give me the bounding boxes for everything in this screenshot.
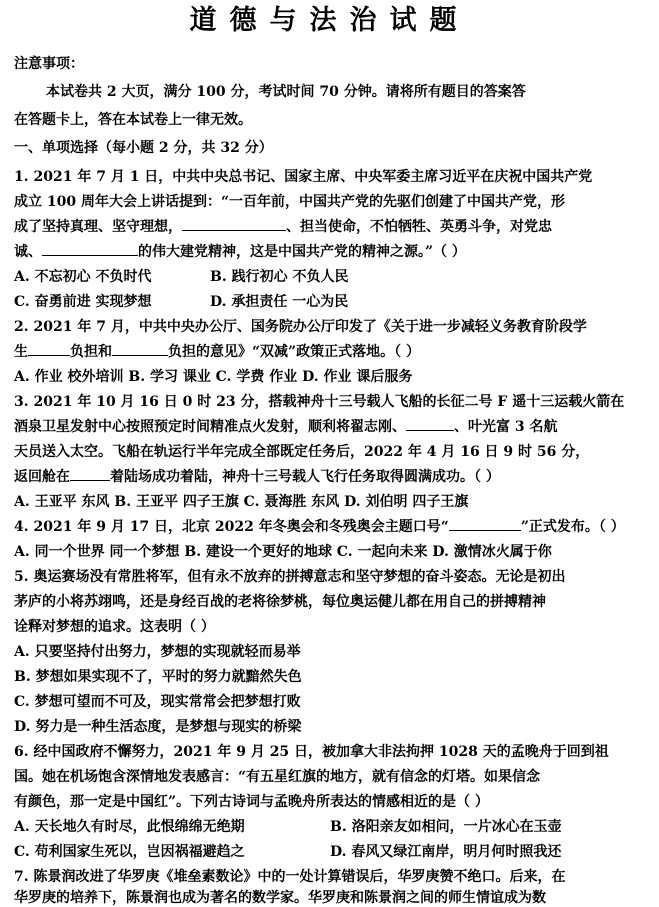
q3-options: A. 王亚平 东风 B. 王亚平 四子王旗 C. 聂海胜 东风 D. 刘伯明 四子王旗 bbox=[14, 494, 469, 510]
q3-line4-text-b: 着陆场成功着陆，神舟十三号载人飞行任务取得圆满成功。（ ） bbox=[110, 469, 500, 485]
answer-blank bbox=[28, 341, 70, 356]
q1-line3-text-a: 成了坚持真理、坚守理想， bbox=[14, 219, 182, 235]
q5-option-b: B. 梦想如果实现不了，平时的努力就黯然失色 bbox=[14, 669, 302, 685]
notice-text-line1: 本试卷共 2 大页，满分 100 分，考试时间 70 分钟。请将所有题目的答案答 bbox=[46, 84, 526, 100]
q1-line4-text-a: 诚、 bbox=[14, 244, 42, 260]
q2-line2 bbox=[14, 340, 648, 364]
q6-line3: 有颜色，那一定是中国红”。下列古诗词与孟晚舟所表达的情感相近的是（ ） bbox=[14, 794, 489, 810]
q7-line2: 华罗庚的培养下，陈景润也成为著名的数学家。华罗庚和陈景润之间的师生情谊成为数 bbox=[14, 890, 546, 906]
page-title: 道德与法治试题 bbox=[189, 5, 470, 36]
q3-line2 bbox=[14, 415, 648, 439]
q1-line3 bbox=[14, 215, 648, 239]
q3-line2-text-b: 、叶光富 3 名航 bbox=[454, 419, 558, 435]
q2-line2-text-a: 生 bbox=[14, 344, 28, 360]
q4-line1-text-a: 4. 2021 年 9 月 17 日，北京 2022 年冬奥会和冬残奥会主题口号“ bbox=[14, 519, 449, 535]
answer-blank bbox=[112, 341, 168, 356]
q1-option-d: D. 承担责任 一心为民 bbox=[210, 294, 349, 310]
q1-line3-text-b: 、担当使命，不怕牺牲、英勇斗争，对党忠 bbox=[286, 219, 552, 235]
q3-line3: 天员送入太空。飞船在轨运行半年完成全部既定任务后，2022 年 4 月 16 日 9 时 56 分， bbox=[14, 444, 590, 460]
q1-options-row1 bbox=[14, 265, 648, 289]
q5-line3: 诠释对梦想的追求。这表明（ ） bbox=[14, 619, 215, 635]
q2-line2-text-b: 负担和 bbox=[70, 344, 112, 360]
q2-line2-text-c: 负担的意见》“双减”政策正式落地。（ ） bbox=[168, 344, 420, 360]
q3-line4-text-a: 返回舱在 bbox=[14, 469, 70, 485]
q4-line1 bbox=[14, 515, 648, 539]
q1-option-a: A. 不忘初心 不负时代 bbox=[14, 269, 152, 285]
q6-option-c: C. 苟利国家生死以，岂因祸福避趋之 bbox=[14, 844, 245, 860]
q5-option-c: C. 梦想可望而不可及，现实常常会把梦想打败 bbox=[14, 694, 301, 710]
q1-option-c: C. 奋勇前进 实现梦想 bbox=[14, 294, 152, 310]
q1-line1: 1. 2021 年 7 月 1 日，中共中央总书记、国家主席、中央军委主席习近平在庆祝中国共产党 bbox=[14, 169, 593, 185]
q3-line1: 3. 2021 年 10 月 16 日 0 时 23 分，搭载神舟十三号载人飞船的长征二号 F 遥十三运载火箭在 bbox=[14, 394, 625, 410]
q2-options: A. 作业 校外培训 B. 学习 课业 C. 学费 作业 D. 作业 课后服务 bbox=[14, 369, 413, 385]
section-heading: 一、单项选择（每小题 2 分，共 32 分） bbox=[14, 140, 273, 156]
q1-line4 bbox=[14, 240, 648, 264]
q4-line1-text-b: ”正式发布。（ ） bbox=[520, 519, 625, 535]
q1-options-row2 bbox=[14, 290, 648, 314]
answer-blank bbox=[182, 216, 286, 231]
q1-line4-text-b: 的伟大建党精神，这是中国共产党的精神之源。”（ ） bbox=[138, 244, 466, 260]
q3-line4 bbox=[14, 465, 648, 489]
q1-line2: 成立 100 周年大会上讲话提到：“一百年前，中国共产党的先驱们创建了中国共产党，形 bbox=[14, 194, 566, 210]
q1-option-b: B. 践行初心 不负人民 bbox=[210, 269, 349, 285]
notice-heading: 注意事项： bbox=[14, 56, 84, 72]
q6-option-b: B. 洛阳亲友如相问，一片冰心在玉壶 bbox=[330, 819, 562, 835]
answer-blank bbox=[406, 416, 454, 431]
q6-options-row1 bbox=[14, 815, 648, 839]
q5-option-d: D. 努力是一种生活态度，是梦想与现实的桥梁 bbox=[14, 719, 302, 735]
notice-text-line2: 在答题卡上，答在本试卷上一律无效。 bbox=[14, 112, 252, 128]
q5-line2: 茅庐的小将苏翊鸣，还是身经百战的老将徐梦桃，每位奥运健儿都在用自己的拼搏精神 bbox=[14, 594, 546, 610]
answer-blank bbox=[42, 241, 138, 256]
q4-options: A. 同一个世界 同一个梦想 B. 建设一个更好的地球 C. 一起向未来 D. 激情冰火属于你 bbox=[14, 544, 552, 560]
q6-line1: 6. 经中国政府不懈努力，2021 年 9 月 25 日，被加拿大非法拘押 1028 天的孟晚舟于回到祖 bbox=[14, 744, 609, 760]
q6-option-a: A. 天长地久有时尽，此恨绵绵无绝期 bbox=[14, 819, 245, 835]
q3-line2-text-a: 酒泉卫星发射中心按照预定时间精准点火发射，顺利将翟志刚、 bbox=[14, 419, 406, 435]
q2-line1: 2. 2021 年 7 月，中共中央办公厅、国务院办公厅印发了《关于进一步减轻义务教育阶段学 bbox=[14, 319, 587, 335]
q5-line1: 5. 奥运赛场没有常胜将军，但有永不放弃的拼搏意志和坚守梦想的奋斗姿态。无论是初出 bbox=[14, 569, 566, 585]
q5-option-a: A. 只要坚持付出努力，梦想的实现就轻而易举 bbox=[14, 644, 301, 660]
q6-options-row2 bbox=[14, 840, 648, 864]
q6-line2: 国。她在机场饱含深情地发表感言：“有五星红旗的地方，就有信念的灯塔。如果信念 bbox=[14, 769, 541, 785]
answer-blank bbox=[70, 466, 110, 481]
answer-blank bbox=[449, 516, 521, 531]
q6-option-d: D. 春风又绿江南岸，明月何时照我还 bbox=[330, 844, 562, 860]
q7-line1: 7. 陈景润改进了华罗庚《堆垒素数论》中的一处计算错误后，华罗庚赞不绝口。后来，在 bbox=[14, 869, 566, 885]
